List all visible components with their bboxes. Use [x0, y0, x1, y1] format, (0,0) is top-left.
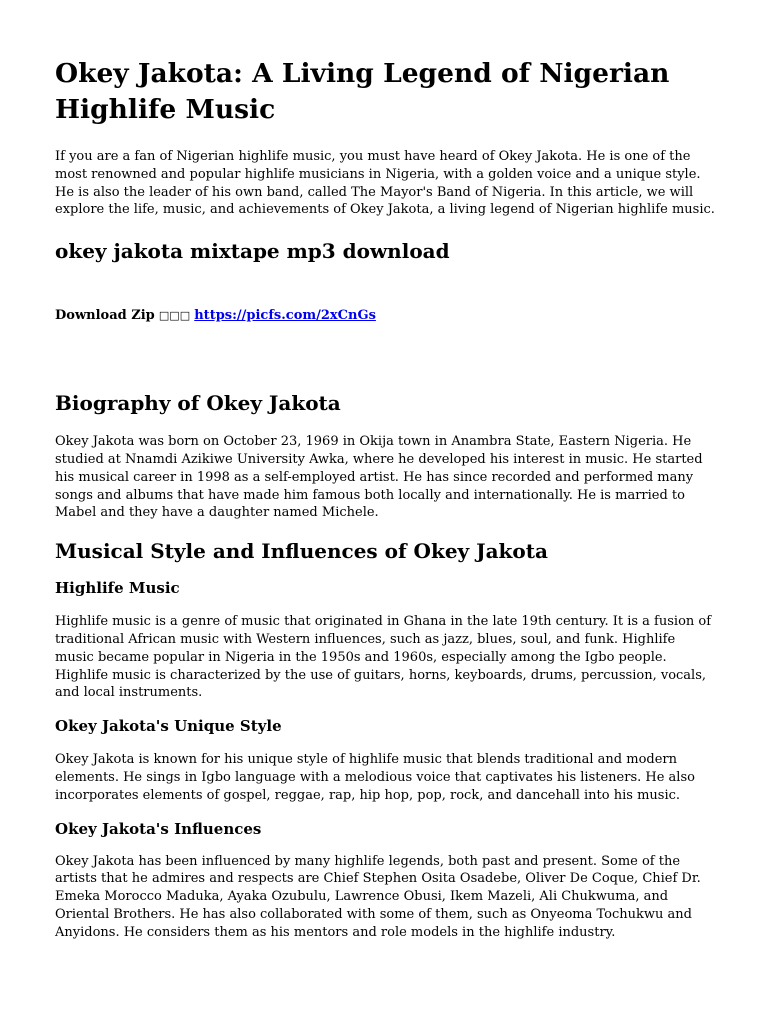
download-arrows-icon: □□□	[158, 309, 191, 323]
influences-paragraph: Okey Jakota has been influenced by many highlife legends, both past and present. Some of the artists that he admires and respects are Chief Stephen Osita Osadebe, Oliver De Coque, Chief Dr. Emeka Morocco Maduka, Ayaka Ozubulu, Lawrence Obusi, Ikem Mazeli, Ali Chukwuma, and Oriental Brothers. He has also collaborated with some of them, such as Onyeoma Tochukwu and Anyidons. He considers them as his mentors and role models in the highlife industry.	[55, 853, 701, 940]
download-line	[55, 307, 715, 325]
intro-paragraph: If you are a fan of Nigerian highlife music, you must have heard of Okey Jakota. He is one of the most renowned and popular highlife musicians in Nigeria, with a golden voice and a unique style. He is also the leader of his own band, called The Mayor's Band of Nigeria. In this article, we will explore the life, music, and achievements of Okey Jakota, a living legend of Nigerian highlife music.	[55, 149, 715, 218]
biography-heading: Biography of Okey Jakota	[55, 391, 341, 416]
highlife-heading: Highlife Music	[55, 579, 180, 598]
unique-style-paragraph: Okey Jakota is known for his unique style of highlife music that blends traditional and modern elements. He sings in Igbo language with a melodious voice that captivates his listeners. He also incorporates elements of gospel, reggae, rap, hip hop, pop, rock, and dancehall into his music.	[55, 752, 695, 803]
highlife-paragraph: Highlife music is a genre of music that originated in Ghana in the late 19th century. It is a fusion of traditional African music with Western influences, such as jazz, blues, soul, and funk. Highlife music became popular in Nigeria in the 1950s and 1960s, especially among the Igbo people. Highlife music is characterized by the use of guitars, horns, keyboards, drums, percussion, vocals, and local instruments.	[55, 614, 712, 701]
download-label: Download Zip	[55, 308, 155, 324]
influences-heading: Okey Jakota's Influences	[55, 819, 262, 838]
style-heading: Musical Style and Influences of Okey Jakota	[55, 539, 548, 564]
biography-paragraph: Okey Jakota was born on October 23, 1969 in Okija town in Anambra State, Eastern Nigeria. He studied at Nnamdi Azikiwe University Awka, where he developed his interest in music. He started his musical career in 1998 as a self-employed artist. He has since recorded and performed many songs and albums that have made him famous both locally and internationally. He is married to Mabel and they have a daughter named Michele.	[55, 434, 703, 521]
keyword-heading: okey jakota mixtape mp3 download	[55, 239, 450, 264]
unique-style-heading: Okey Jakota's Unique Style	[55, 717, 282, 736]
download-link[interactable]: https://picfs.com/2xCnGs	[194, 308, 376, 324]
article-body	[55, 56, 715, 942]
article-title: Okey Jakota: A Living Legend of Nigerian Highlife Music	[55, 58, 670, 125]
